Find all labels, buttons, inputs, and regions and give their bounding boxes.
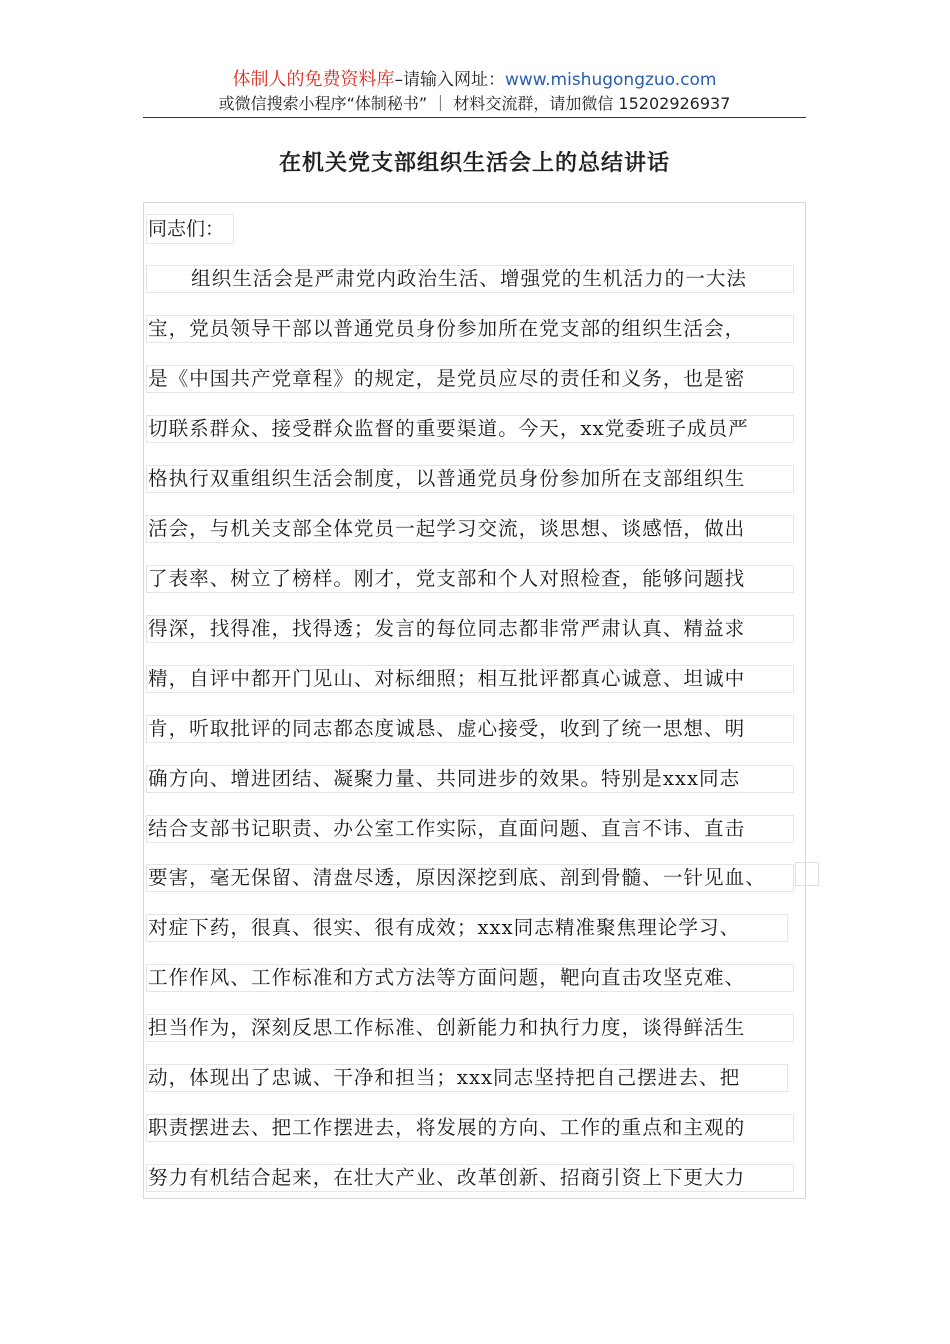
text-line: 是《中国共产党章程》的规定，是党员应尽的责任和义务，也是密 (146, 365, 794, 393)
text-line: 宝，党员领导干部以普通党员身份参加所在党支部的组织生活会， (146, 315, 794, 343)
overflow-punctuation-box (795, 862, 819, 886)
text-body-frame (143, 202, 806, 1199)
header-line-2: 或微信搜索小程序“体制秘书” ｜ 材料交流群，请加微信 15202926937 (218, 94, 731, 113)
text-line: 了表率、树立了榜样。刚才，党支部和个人对照检查，能够问题找 (146, 565, 794, 593)
text-line: 组织生活会是严肃党内政治生活、增强党的生机活力的一大法 (146, 265, 794, 293)
url-prompt: –请输入网址： (394, 70, 505, 90)
text-line: 活会，与机关支部全体党员一起学习交流，谈思想、谈感悟，做出 (146, 515, 794, 543)
website-link[interactable]: www.mishugongzuo.com (504, 70, 717, 90)
text-line: 担当作为，深刻反思工作标准、创新能力和执行力度，谈得鲜活生 (146, 1014, 794, 1042)
text-line: 精，自评中都开门见山、对标细照；相互批评都真心诚意、坦诚中 (146, 665, 794, 693)
text-line: 切联系群众、接受群众监督的重要渠道。今天，xx党委班子成员严 (146, 415, 794, 443)
brand-text: 体制人的免费资料库 (232, 69, 395, 90)
text-line: 确方向、增进团结、凝聚力量、共同进步的效果。特别是xxx同志 (146, 765, 794, 793)
text-line: 动，体现出了忠诚、干净和担当；xxx同志坚持把自己摆进去、把 (146, 1064, 788, 1092)
watermark-header (143, 68, 806, 116)
document-title: 在机关党支部组织生活会上的总结讲话 (278, 150, 670, 176)
header-line-1 (143, 68, 806, 92)
header-divider (143, 117, 806, 118)
text-line: 格执行双重组织生活会制度，以普通党员身份参加所在支部组织生 (146, 465, 794, 493)
greeting: 同志们： (146, 214, 234, 244)
text-line: 职责摆进去、把工作摆进去，将发展的方向、工作的重点和主观的 (146, 1114, 794, 1142)
text-line: 肯，听取批评的同志都态度诚恳、虚心接受，收到了统一思想、明 (146, 715, 794, 743)
text-line: 工作作风、工作标准和方式方法等方面问题，靶向直击攻坚克难、 (146, 964, 794, 992)
text-line: 得深，找得准，找得透；发言的每位同志都非常严肃认真、精益求 (146, 615, 794, 643)
text-line: 结合支部书记职责、办公室工作实际，直面问题、直言不讳、直击 (146, 815, 794, 843)
text-line: 努力有机结合起来，在壮大产业、改革创新、招商引资上下更大力 (146, 1164, 794, 1192)
text-line: 对症下药，很真、很实、很有成效；xxx同志精准聚焦理论学习、 (146, 914, 788, 942)
text-line: 要害，毫无保留、清盘尽透，原因深挖到底、剖到骨髓、一针见血、 (146, 864, 794, 892)
